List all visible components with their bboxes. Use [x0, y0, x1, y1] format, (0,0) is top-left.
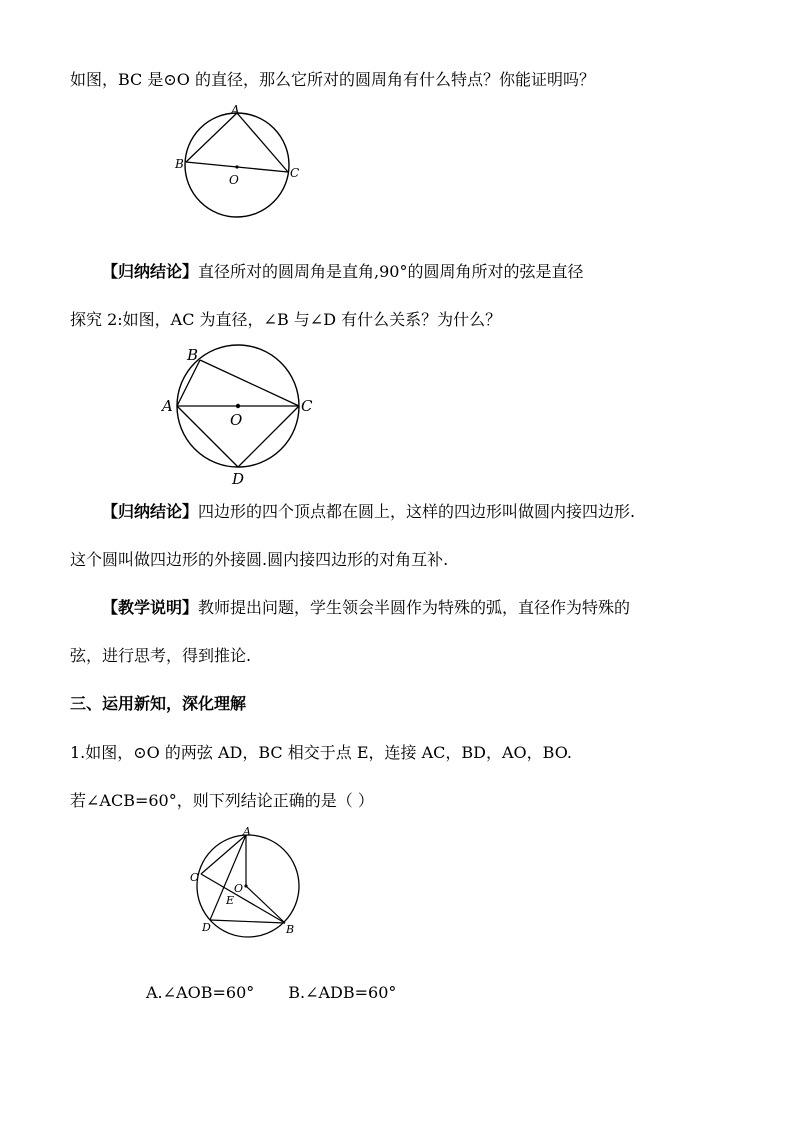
fig3-center-dot [244, 884, 247, 887]
fig3-label-e: E [226, 894, 235, 907]
fig3-segment-bd [210, 920, 285, 923]
option-b: B.∠ADB=60° [288, 983, 397, 1002]
section-heading: 三、运用新知，深化理解 [70, 694, 247, 713]
conclusion-2 [102, 500, 635, 524]
fig1-label-o: O [229, 173, 239, 187]
fig3-label-d: D [202, 921, 211, 934]
teaching-note-text-1: 教师提出问题，学生领会半圆作为特殊的弧，直径作为特殊的 [198, 598, 631, 617]
option-a: A.∠AOB=60° [146, 983, 255, 1002]
fig2-label-c: C [301, 397, 313, 415]
fig2-chord-dc [238, 406, 299, 467]
conclusion-1-tag: 【归纳结论】 [102, 262, 199, 281]
teaching-note-text-2: 弦，进行思考，得到推论. [70, 646, 252, 665]
question-1-line-2: 若∠ACB=60°，则下列结论正确的是（ ） [70, 791, 374, 810]
conclusion-2-text-1: 四边形的四个顶点都在圆上，这样的四边形叫做圆内接四边形. [198, 502, 636, 521]
conclusion-2-tag: 【归纳结论】 [102, 502, 199, 521]
fig2-chord-ad [177, 406, 238, 467]
fig1-center-dot [235, 165, 238, 168]
fig1-circle [185, 113, 289, 217]
fig3-label-c: C [190, 871, 199, 884]
fig2-label-a: A [162, 397, 173, 415]
fig3-label-o: O [234, 882, 244, 895]
figure-3 [186, 824, 311, 939]
question-1-line-1: 1.如图，⊙O 的两弦 AD，BC 相交于点 E，连接 AC，BD，AO，BO. [70, 743, 572, 762]
teaching-note-tag: 【教学说明】 [102, 598, 199, 617]
fig2-center-dot [236, 404, 240, 408]
fig1-chord-ac [237, 113, 288, 172]
teaching-note [102, 596, 630, 620]
fig1-label-c: C [290, 166, 300, 180]
answer-options [146, 981, 396, 1005]
fig3-label-b: B [286, 923, 295, 936]
explore-2-prompt: 探究 2:如图，AC 为直径，∠B 与∠D 有什么关系？为什么？ [70, 310, 502, 329]
fig3-label-a: A [243, 825, 251, 838]
conclusion-2-text-2: 这个圆叫做四边形的外接圆.圆内接四边形的对角互补. [70, 550, 449, 569]
fig3-radius-bo [246, 886, 285, 923]
figure-2 [160, 343, 330, 488]
fig2-label-o: O [230, 411, 243, 429]
fig2-label-d: D [232, 470, 245, 488]
fig1-label-b: B [175, 157, 184, 171]
fig3-chord-ad [210, 835, 246, 920]
fig2-chord-ab [177, 360, 200, 406]
question-intro: 如图，BC 是⊙O 的直径，那么它所对的圆周角有什么特点？你能证明吗？ [70, 70, 595, 89]
fig1-label-a: A [231, 103, 240, 117]
figure-1 [170, 100, 310, 225]
conclusion-1-text: 直径所对的圆周角是直角,90°的圆周角所对的弦是直径 [198, 262, 584, 281]
fig2-label-b: B [187, 346, 199, 364]
conclusion-1 [102, 260, 583, 284]
